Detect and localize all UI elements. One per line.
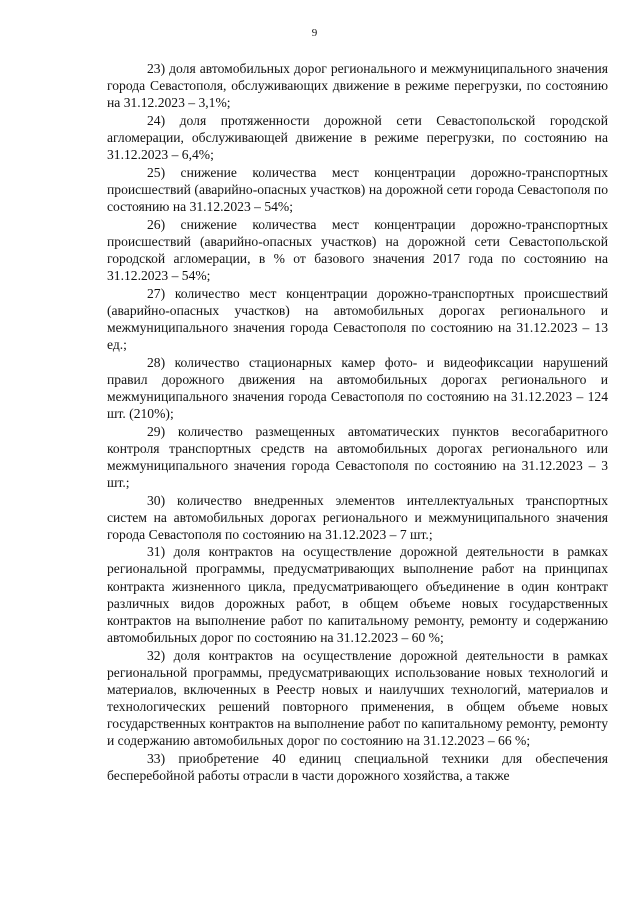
page-number: 9 [311, 27, 318, 39]
paragraph-item-23: 23) доля автомобильных дорог регионального и межмуниципального значения города Севастополя, обслуживающих движение в режиме перегрузки, по состоянию на 31.12.2023 – 3,1%; [107, 61, 608, 111]
paragraph-item-32: 32) доля контрактов на осуществление дорожной деятельности в рамках региональной программы, предусматривающих использование новых технологий и материалов, включенных в Реестр новых и наилучших технологий, материалов и технологических решений повторного применения, в общем объеме новых государственных контрактов на выполнение работ по капитальному ремонту, ремонту и содержанию автомобильных дорог по состоянию на 31.12.2023 – 66 %; [107, 647, 608, 748]
paragraph-item-31: 31) доля контрактов на осуществление дорожной деятельности в рамках региональной программы, предусматривающих выполнение работ на принципах контракта жизненного цикла, предусматривающего объединение в один контракт различных видов дорожных работ, в общем объеме новых государственных контрактов на выполнение работ по капитальному ремонту, ремонту и содержанию автомобильных дорог по состоянию на 31.12.2023 – 60 %; [107, 544, 608, 645]
paragraph-item-25: 25) снижение количества мест концентрации дорожно-транспортных происшествий (аварийно-опасных участков) на дорожной сети города Севастополя по состоянию на 31.12.2023 – 54%; [107, 164, 608, 214]
document-body [107, 60, 608, 784]
paragraph-item-24: 24) доля протяженности дорожной сети Севастопольской городской агломерации, обслуживающей движение в режиме перегрузки, по состоянию на 31.12.2023 – 6,4%; [107, 112, 608, 163]
paragraph-item-28: 28) количество стационарных камер фото- и видеофиксации нарушений правил дорожного движения на автомобильных дорогах регионального и межмуниципального значения города Севастополя по состоянию на 31.12.2023 – 124 шт. (210%); [107, 354, 608, 421]
paragraph-item-33: 33) приобретение 40 единиц специальной техники для обеспечения бесперебойной работы отрасли в части дорожного хозяйства, а также [107, 750, 608, 783]
paragraph-item-27: 27) количество мест концентрации дорожно-транспортных происшествий (аварийно-опасных участков) на автомобильных дорогах регионального и межмуниципального значения города Севастополя по состоянию на 31.12.2023 – 13 ед.; [107, 285, 608, 352]
paragraph-item-29: 29) количество размещенных автоматических пунктов весогабаритного контроля транспортных средств на автомобильных дорогах регионального или межмуниципального значения города Севастополя по состоянию на 31.12.2023 – 3 шт.; [107, 423, 608, 490]
paragraph-item-26: 26) снижение количества мест концентрации дорожно-транспортных происшествий (аварийно-опасных участков) на дорожной сети Севастопольской городской агломерации, в % от базового значения 2017 года по состоянию на 31.12.2023 – 54%; [107, 216, 608, 283]
paragraph-item-30: 30) количество внедренных элементов интеллектуальных транспортных систем на автомобильных дорогах регионального и межмуниципального значения города Севастополя по состоянию на 31.12.2023 – 7 шт.; [107, 492, 608, 542]
